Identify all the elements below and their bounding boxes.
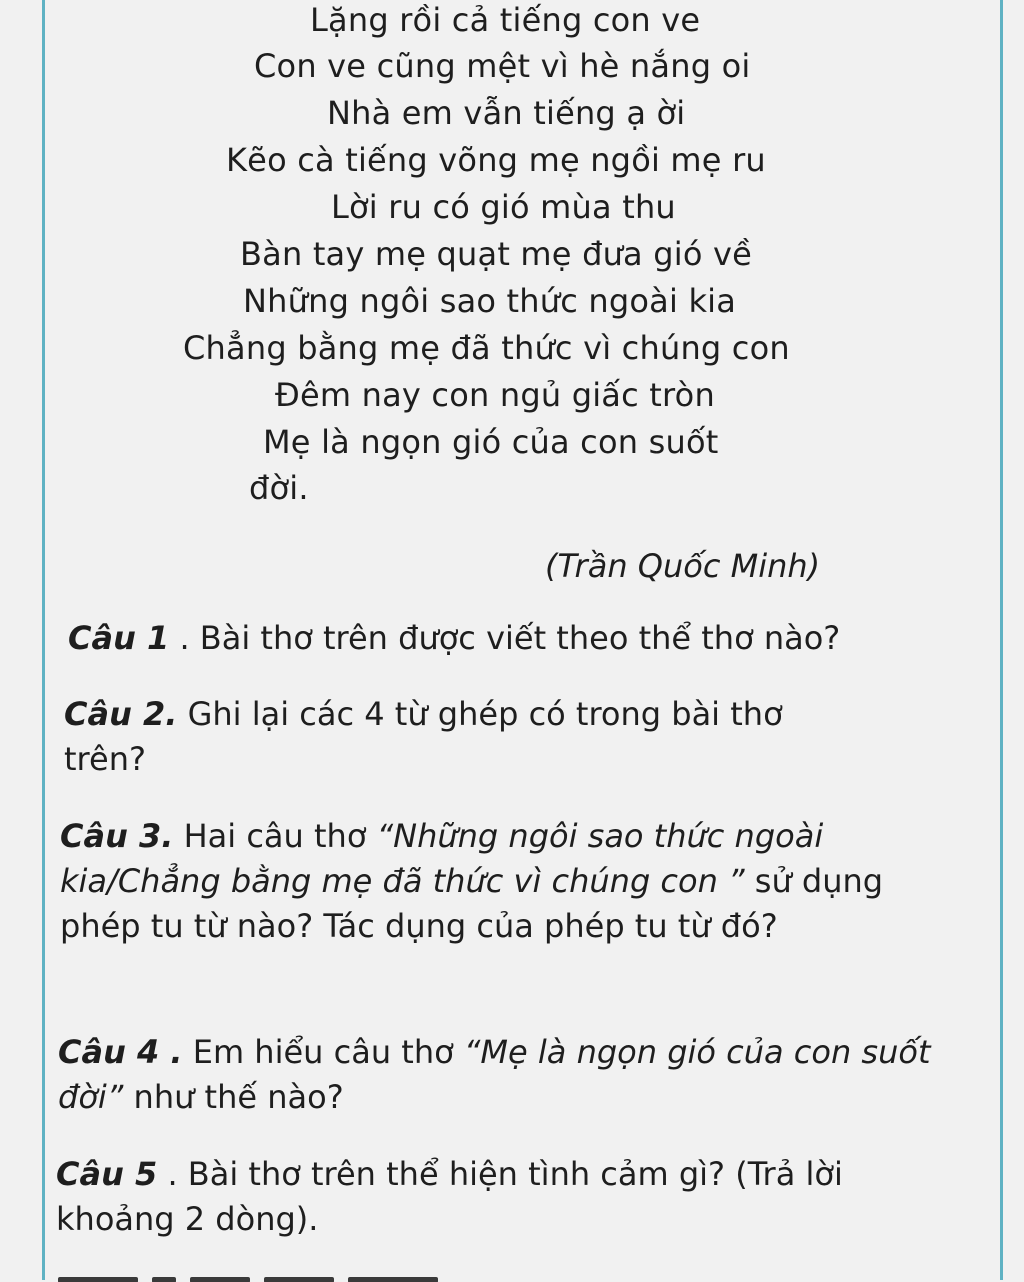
- poem-line: Bàn tay mẹ quạt mẹ đưa gió về: [240, 235, 753, 273]
- question-3: [60, 814, 920, 949]
- poem-line: Nhà em vẫn tiếng ạ ời: [327, 94, 686, 132]
- question-separator: [177, 695, 187, 733]
- right-border: [1000, 0, 1003, 1280]
- left-border: [42, 0, 45, 1280]
- question-4: [58, 1030, 938, 1120]
- question-label: Câu 4 .: [58, 1033, 183, 1071]
- poem-line: Kẽo cà tiếng võng mẹ ngồi mẹ ru: [226, 141, 766, 179]
- poem-author: (Trần Quốc Minh): [545, 547, 821, 585]
- question-text: Bài thơ trên thể hiện tình cảm gì? (Trả lời khoảng 2 dòng).: [56, 1155, 843, 1238]
- poem-line: Lời ru có gió mùa thu: [331, 188, 676, 226]
- question-separator: [173, 817, 183, 855]
- question-separator: .: [157, 1155, 188, 1193]
- poem-line: Mẹ là ngọn gió của con suốt: [263, 423, 719, 461]
- question-2: [64, 692, 864, 782]
- poem-line: Đêm nay con ngủ giấc tròn: [275, 376, 715, 414]
- poem-line: Lặng rồi cả tiếng con ve: [310, 1, 701, 39]
- question-5: [56, 1152, 946, 1242]
- question-text: như thế nào?: [123, 1078, 344, 1116]
- question-label: Câu 3.: [60, 817, 174, 855]
- question-label: Câu 1: [68, 619, 170, 657]
- question-text: Hai câu thơ: [183, 817, 377, 855]
- question-text: Ghi lại các 4 từ ghép có trong bài thơ trên?: [64, 695, 783, 778]
- question-1: [68, 616, 948, 661]
- question-separator: [183, 1033, 193, 1071]
- question-text: Em hiểu câu thơ: [192, 1033, 464, 1071]
- question-text: sử dụng phép tu từ nào? Tác dụng của phép tu từ đó?: [60, 862, 884, 945]
- quoted-verse: “Mẹ là ngọn gió của con suốt đời”: [58, 1033, 931, 1116]
- poem-line: Con ve cũng mệt vì hè nắng oi: [254, 47, 751, 85]
- quoted-verse: “Những ngôi sao thức ngoài kia/Chẳng bằng mẹ đã thức vì chúng con ”: [60, 817, 824, 900]
- poem-line: đời.: [249, 469, 309, 507]
- question-label: Câu 5: [56, 1155, 158, 1193]
- poem-line: Chẳng bằng mẹ đã thức vì chúng con: [183, 329, 790, 367]
- question-text: Bài thơ trên được viết theo thể thơ nào?: [199, 619, 841, 657]
- question-separator: .: [169, 619, 200, 657]
- question-label: Câu 2.: [64, 695, 178, 733]
- poem-line: Những ngôi sao thức ngoài kia: [243, 282, 737, 320]
